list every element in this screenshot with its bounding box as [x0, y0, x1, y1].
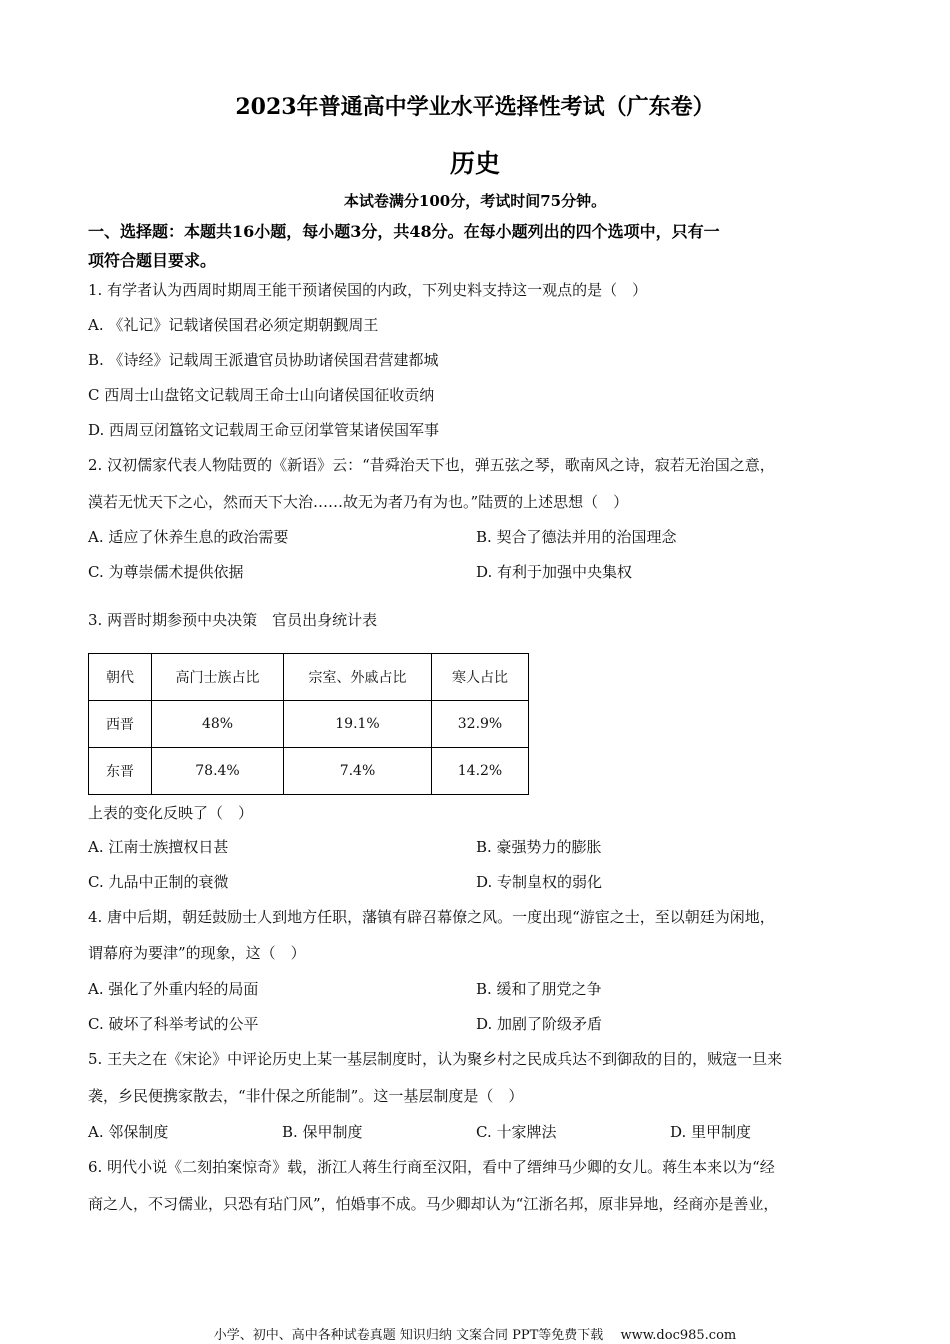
table-cell: 西晋 — [89, 701, 152, 748]
q5-option-b: B. 保甲制度 — [282, 1123, 363, 1141]
q4-option-d: D. 加剧了阶级矛盾 — [476, 1015, 603, 1033]
q2-option-c: C. 为尊崇儒术提供依据 — [88, 563, 244, 581]
q5-option-a: A. 邻保制度 — [88, 1123, 169, 1141]
q1-option-a: A. 《礼记》记载诸侯国君必须定期朝觐周王 — [88, 316, 379, 334]
q1-option-c: C 西周士山盘铭文记载周王命士山向诸侯国征收贡纳 — [88, 386, 435, 404]
stats-table — [88, 653, 529, 795]
q3-option-a: A. 江南士族擅权日甚 — [88, 838, 229, 856]
table-cell: 78.4% — [152, 748, 284, 795]
table-cell: 14.2% — [432, 748, 529, 795]
q3-option-d: D. 专制皇权的弱化 — [476, 873, 603, 891]
exam-note: 本试卷满分100分，考试时间75分钟。 — [343, 192, 607, 210]
table-header-cell: 宗室、外戚占比 — [284, 654, 432, 701]
table-row — [89, 748, 529, 795]
q2-stem-line2: 漠若无忧天下之心，然而天下大治……故无为者乃有为也。”陆贾的上述思想（ ） — [88, 493, 629, 511]
q6-stem-line1: 6. 明代小说《二刻拍案惊奇》载，浙江人蒋生行商至汉阳，看中了缙绅马少卿的女儿。蒋生本来以为“经 — [88, 1158, 775, 1176]
table-row — [89, 701, 529, 748]
table-cell: 东晋 — [89, 748, 152, 795]
subject-title: 历史 — [449, 149, 500, 178]
q1-stem: 1. 有学者认为西周时期周王能干预诸侯国的内政，下列史料支持这一观点的是（ ） — [88, 281, 648, 299]
table-header-row — [89, 654, 529, 701]
q1-option-d: D. 西周豆闭簋铭文记载周王命豆闭掌管某诸侯国军事 — [88, 421, 440, 439]
q4-stem-line1: 4. 唐中后期，朝廷鼓励士人到地方任职，藩镇有辟召幕僚之风。一度出现“游宦之士，至以朝廷为闲地， — [88, 908, 775, 926]
q5-option-d: D. 里甲制度 — [670, 1123, 752, 1141]
q2-option-a: A. 适应了休养生息的政治需要 — [88, 528, 289, 546]
q3-after-table: 上表的变化反映了（ ） — [88, 804, 254, 822]
q2-stem-line1: 2. 汉初儒家代表人物陆贾的《新语》云：“昔舜治天下也，弹五弦之琴，歌南风之诗，寂若无治国之意， — [88, 456, 775, 474]
table-cell: 32.9% — [432, 701, 529, 748]
q5-stem-line2: 袭，乡民便携家散去，“非什保之所能制”。这一基层制度是（ ） — [88, 1087, 524, 1105]
q5-option-c: C. 十家牌法 — [476, 1123, 557, 1141]
q4-option-b: B. 缓和了朋党之争 — [476, 980, 602, 998]
q6-stem-line2: 商之人，不习儒业，只恐有玷门风”，怕婚事不成。马少卿却认为“江浙名邦，原非异地，经商亦是善业， — [88, 1195, 779, 1213]
exam-title: 2023年普通高中学业水平选择性考试（广东卷） — [235, 94, 715, 120]
q4-option-c: C. 破坏了科举考试的公平 — [88, 1015, 259, 1033]
table-cell: 48% — [152, 701, 284, 748]
section-heading-line1: 一、选择题：本题共16小题，每小题3分，共48分。在每小题列出的四个选项中，只有一 — [88, 222, 720, 241]
q5-stem-line1: 5. 王夫之在《宋论》中评论历史上某一基层制度时，认为聚乡村之民成兵达不到御敌的目的，贼寇一旦来 — [88, 1050, 783, 1068]
footer-ad: 小学、初中、高中各种试卷真题 知识归纳 文案合同 PPT等免费下载 www.doc985.com — [213, 1328, 737, 1343]
q1-option-b: B. 《诗经》记载周王派遣官员协助诸侯国君营建都城 — [88, 351, 439, 369]
section-heading-line2: 项符合题目要求。 — [88, 251, 217, 270]
q4-stem-line2: 谓幕府为要津”的现象，这（ ） — [88, 944, 306, 962]
table-header-cell: 朝代 — [89, 654, 152, 701]
table-cell: 19.1% — [284, 701, 432, 748]
table-header-cell: 高门士族占比 — [152, 654, 284, 701]
q3-stem: 3. 两晋时期参预中央决策 官员出身统计表 — [88, 611, 378, 629]
q3-option-b: B. 豪强势力的膨胀 — [476, 838, 602, 856]
q2-option-b: B. 契合了德法并用的治国理念 — [476, 528, 677, 546]
q4-option-a: A. 强化了外重内轻的局面 — [88, 980, 259, 998]
q3-option-c: C. 九品中正制的衰微 — [88, 873, 229, 891]
table-header-cell: 寒人占比 — [432, 654, 529, 701]
q2-option-d: D. 有利于加强中央集权 — [476, 563, 633, 581]
table-cell: 7.4% — [284, 748, 432, 795]
